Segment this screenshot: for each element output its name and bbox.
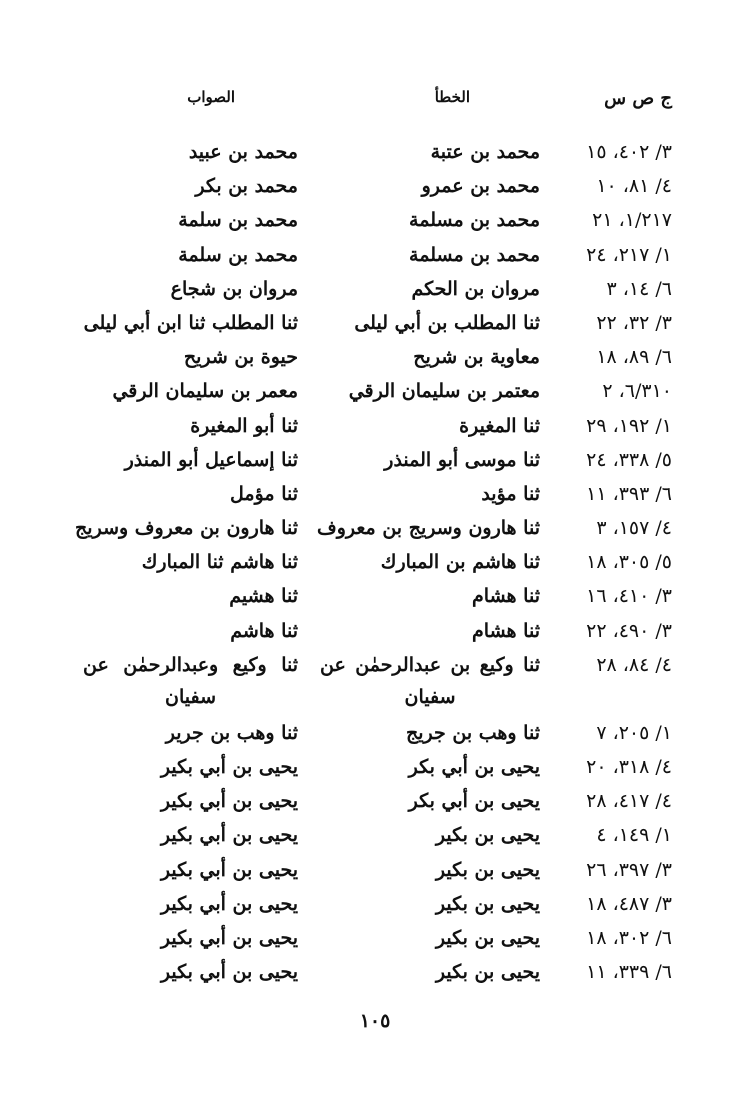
table-row (0, 717, 750, 751)
row-wrong-text: محمد بن مسلمة (409, 243, 540, 266)
table-row (0, 136, 750, 170)
row-reference: ١/ ١٤٩، ٤ (596, 824, 672, 847)
row-reference: ١/ ٢١٧، ٢٤ (586, 243, 672, 266)
table-row (0, 375, 750, 409)
table-row (0, 512, 750, 546)
row-wrong-text: يحيى بن بكير (435, 961, 540, 984)
row-wrong-text: مروان بن الحكم (411, 277, 540, 300)
row-reference: ٦/ ٣٣٩، ١١ (586, 961, 672, 984)
row-correct-text: ثنا المطلب ثنا ابن أبي ليلى (83, 311, 298, 334)
table-row (0, 546, 750, 580)
table-row (0, 444, 750, 478)
row-reference: ٤/ ١٥٧، ٣ (596, 517, 672, 540)
row-correct-text: ثنا وهب بن جرير (165, 721, 298, 744)
table-row (0, 580, 750, 614)
header-correct: الصواب (187, 88, 235, 106)
row-wrong-text: ثنا هشام (472, 619, 540, 642)
row-reference: ٦/٣١٠، ٢ (602, 380, 672, 403)
row-reference: ٦/ ٨٩، ١٨ (596, 346, 672, 369)
row-correct-text: محمد بن سلمة (178, 209, 298, 232)
row-correct-text: ثنا هاشم ثنا المبارك (141, 551, 298, 574)
row-correct-text: ثنا هشيم (229, 585, 298, 608)
row-correct-text: معمر بن سليمان الرقي (112, 380, 298, 403)
row-reference: ٣/ ٤٨٧، ١٨ (586, 892, 672, 915)
row-wrong-text: ثنا وكيع بن عبدالرحمٰن عن سفيان (320, 653, 540, 708)
table-row (0, 615, 750, 649)
table-row (0, 239, 750, 273)
table-row (0, 204, 750, 238)
row-wrong-text: محمد بن مسلمة (409, 209, 540, 232)
table-header (0, 88, 750, 116)
row-wrong-text: معاوية بن شريح (413, 346, 540, 369)
row-wrong-text: محمد بن عتبة (430, 141, 540, 163)
row-reference: ١/ ٢٠٥، ٧ (596, 721, 672, 744)
row-wrong-text: يحيى بن بكير (435, 926, 540, 949)
row-reference: ٥/ ٣٣٨، ٢٤ (586, 448, 672, 471)
row-wrong-text: ثنا هارون وسريج بن معروف (317, 517, 540, 540)
row-reference: ٣/ ٣٢، ٢٢ (596, 311, 672, 334)
row-reference: ١/ ١٩٢، ٢٩ (586, 414, 672, 437)
row-correct-text: حيوة بن شريح (183, 346, 298, 369)
table-row (0, 478, 750, 512)
row-wrong-text: يحيى بن أبي بكر (408, 790, 540, 813)
row-wrong-text: معتمر بن سليمان الرقي (348, 380, 540, 403)
row-reference: ٣/ ٤١٠، ١٦ (586, 585, 672, 608)
row-wrong-text: ثنا مؤيد (481, 482, 540, 505)
row-wrong-text: ثنا المغيرة (459, 414, 540, 437)
row-reference: ٤/ ٨١، ١٠ (596, 175, 672, 198)
row-reference: ١/٢١٧، ٢١ (592, 209, 672, 232)
row-wrong-text: محمد بن عمرو (421, 175, 540, 198)
row-wrong-text: يحيى بن أبي بكر (408, 756, 540, 778)
errata-table (0, 136, 750, 990)
page-number: ١٠٥ (359, 1010, 391, 1032)
header-reference: ج ص س (604, 88, 672, 109)
row-reference: ٣/ ٤٠٢، ١٥ (586, 141, 672, 163)
table-row (0, 649, 750, 717)
table-row (0, 410, 750, 444)
header-wrong: الخطأ (434, 88, 470, 106)
row-reference: ٦/ ١٤، ٣ (606, 277, 672, 300)
row-wrong-text: ثنا هاشم بن المبارك (380, 551, 540, 574)
row-correct-text: يحيى بن أبي بكير (160, 824, 298, 847)
row-reference: ٥/ ٣٠٥، ١٨ (586, 551, 672, 574)
table-row (0, 956, 750, 990)
row-correct-text: يحيى بن أبي بكير (160, 756, 298, 778)
row-correct-text: ثنا هاشم (230, 619, 298, 642)
row-correct-text: يحيى بن أبي بكير (160, 790, 298, 813)
row-reference: ٣/ ٣٩٧، ٢٦ (586, 858, 672, 881)
row-correct-text: ثنا وكيع وعبدالرحمٰن عن سفيان (83, 653, 298, 708)
row-wrong-text: ثنا وهب بن جريج (405, 721, 540, 744)
table-row (0, 751, 750, 785)
row-correct-text: يحيى بن أبي بكير (160, 858, 298, 881)
row-correct-text: يحيى بن أبي بكير (160, 961, 298, 984)
row-wrong-text: يحيى بن بكير (435, 824, 540, 847)
table-row (0, 273, 750, 307)
row-reference: ٤/ ٤١٧، ٢٨ (586, 790, 672, 813)
row-correct-text: ثنا إسماعيل أبو المنذر (124, 448, 298, 471)
row-correct-text: محمد بن بكر (195, 175, 298, 198)
row-correct-text: يحيى بن أبي بكير (160, 892, 298, 915)
row-correct-text: ثنا مؤمل (230, 482, 298, 505)
row-reference: ٦/ ٣٩٣، ١١ (586, 482, 672, 505)
table-row (0, 307, 750, 341)
row-wrong-text: ثنا المطلب بن أبي ليلى (354, 311, 540, 334)
row-correct-text: محمد بن عبيد (188, 141, 298, 163)
table-row (0, 854, 750, 888)
table-row (0, 819, 750, 853)
row-correct-text: مروان بن شجاع (170, 277, 298, 300)
table-row (0, 922, 750, 956)
row-reference: ٦/ ٣٠٢، ١٨ (586, 926, 672, 949)
row-correct-text: ثنا أبو المغيرة (190, 414, 298, 437)
row-wrong-text: يحيى بن بكير (435, 892, 540, 915)
table-row (0, 785, 750, 819)
row-correct-text: محمد بن سلمة (178, 243, 298, 266)
table-row (0, 170, 750, 204)
table-row (0, 341, 750, 375)
row-reference: ٤/ ٣١٨، ٢٠ (586, 756, 672, 778)
row-reference: ٣/ ٤٩٠، ٢٢ (586, 619, 672, 642)
row-correct-text: ثنا هارون بن معروف وسريج (75, 517, 298, 540)
row-wrong-text: يحيى بن بكير (435, 858, 540, 881)
table-row (0, 888, 750, 922)
row-reference: ٤/ ٨٤، ٢٨ (596, 653, 672, 676)
row-wrong-text: ثنا هشام (472, 585, 540, 608)
row-wrong-text: ثنا موسى أبو المنذر (384, 448, 540, 471)
row-correct-text: يحيى بن أبي بكير (160, 926, 298, 949)
